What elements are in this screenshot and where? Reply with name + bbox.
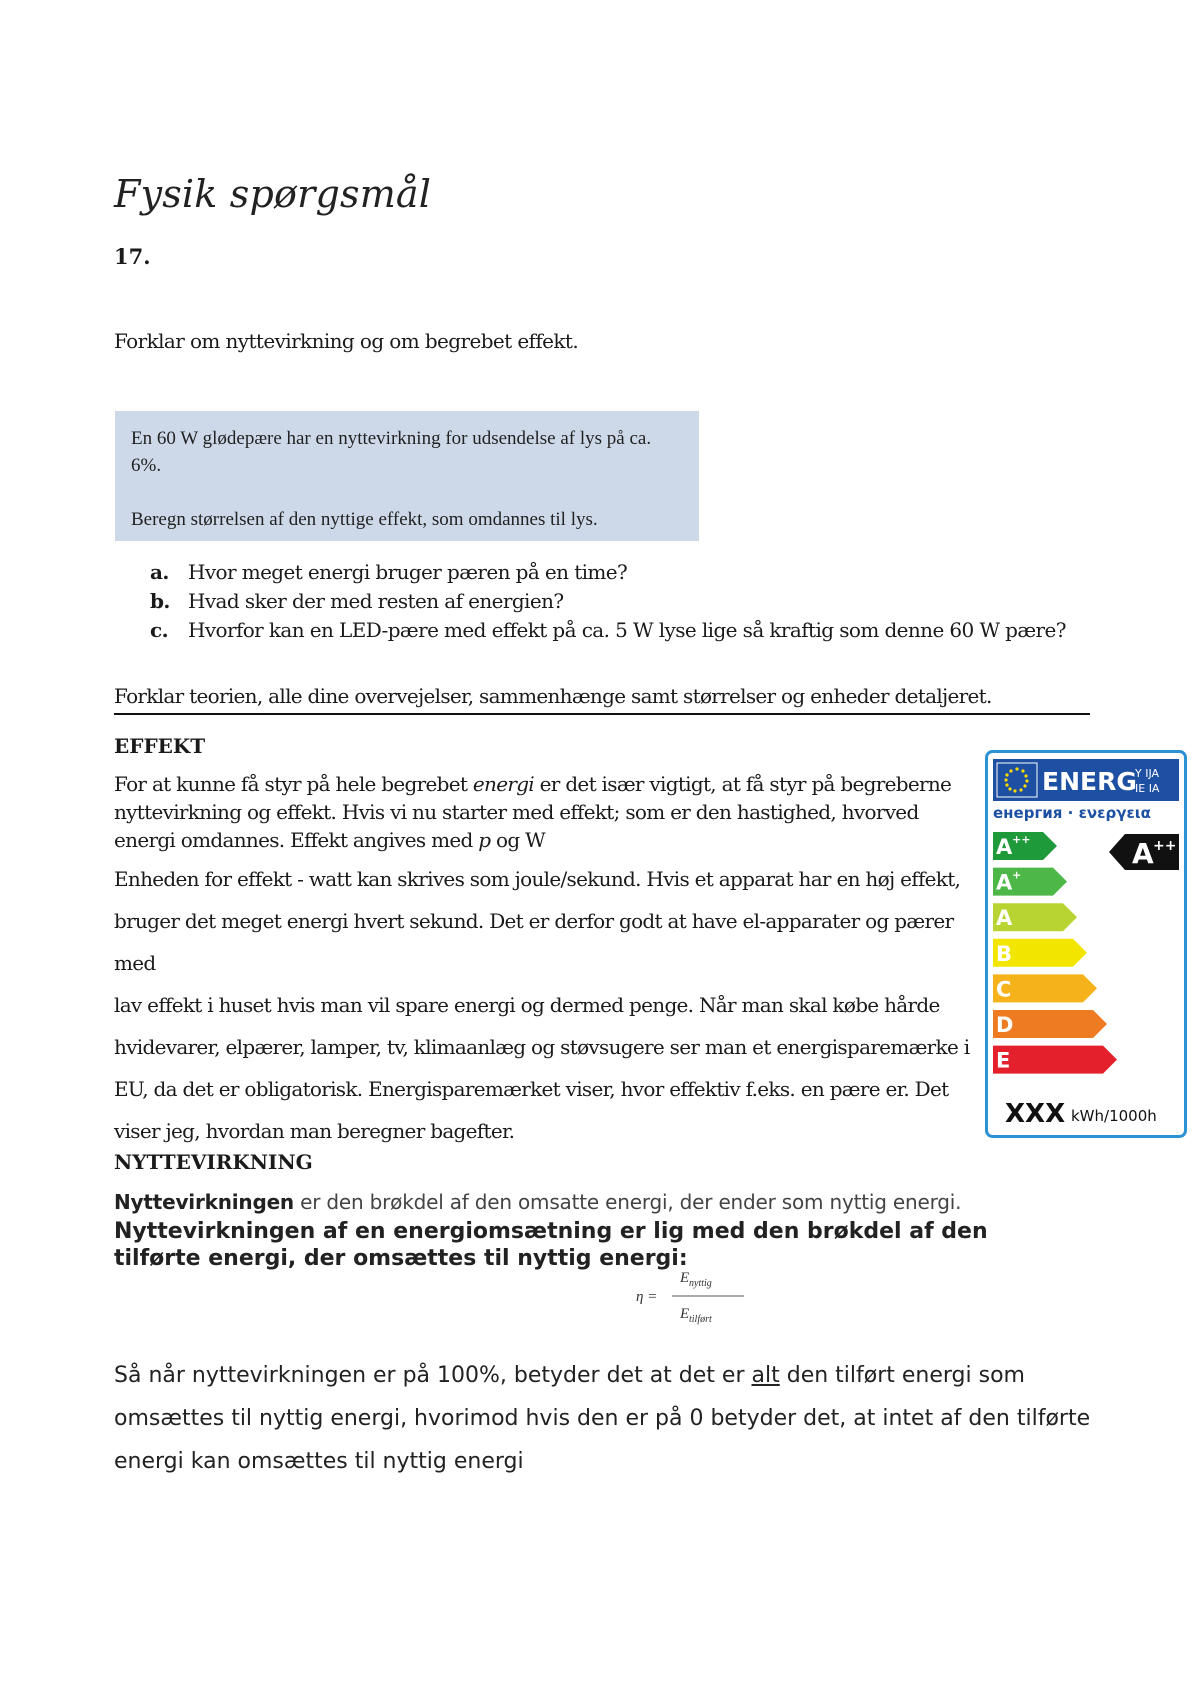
energy-class-label: A bbox=[996, 906, 1013, 931]
consumption-unit: kWh/1000h bbox=[1071, 1107, 1157, 1125]
paragraph-text: For at kunne få styr på hele begrebet bbox=[114, 772, 473, 796]
consumption-value: XXX bbox=[1005, 1099, 1066, 1129]
paragraph-text: og W bbox=[490, 828, 545, 852]
section-heading-nyttevirkning: NYTTEVIRKNING bbox=[114, 1150, 313, 1174]
energy-class-label: A bbox=[996, 870, 1013, 895]
energy-class-label: A bbox=[996, 835, 1013, 859]
rating-sup: ++ bbox=[1153, 838, 1177, 854]
energy-label-image bbox=[985, 750, 1187, 1138]
label-header-suffix: Y IJA bbox=[1135, 767, 1160, 780]
paragraph-text: den tilført energi som omsættes til nyttig energi, hvorimod hvis den er på 0 betyder det, at intet af den tilførte energi kan omsættes til nyttig energi bbox=[114, 1363, 1091, 1474]
energy-class-arrow bbox=[993, 1046, 1117, 1074]
energy-class-label: B bbox=[996, 941, 1013, 966]
task-text: En 60 W glødepære har en nyttevirkning for udsendelse af lys på ca. 6%. bbox=[131, 428, 652, 476]
energy-class-sup: + bbox=[1012, 868, 1022, 882]
energy-class-sup: ++ bbox=[1012, 833, 1031, 846]
question-text: Hvad sker der med resten af energien? bbox=[188, 589, 564, 613]
question-item bbox=[150, 587, 1066, 616]
question-text: Hvorfor kan en LED-pære med effekt på ca. 5 W lyse lige så kraftig som denne 60 W pære? bbox=[188, 618, 1066, 642]
formula-denominator-sub: tilført bbox=[689, 1314, 712, 1325]
definition-term: Nyttevirkningen bbox=[114, 1190, 294, 1214]
task-instruction: Beregn størrelsen af den nyttige effekt, som omdannes til lys. bbox=[131, 509, 598, 530]
label-subheader: енергия · ενεργεια bbox=[993, 804, 1151, 822]
question-item bbox=[150, 616, 1066, 645]
label-header-suffix: IE IA bbox=[1135, 782, 1160, 795]
question-list bbox=[150, 558, 1066, 645]
formula-eta: η = bbox=[636, 1289, 658, 1305]
efficiency-formula bbox=[632, 1254, 752, 1334]
paragraph-text: er det især vigtigt, at få styr på begreberne nyttevirkning og effekt. Hvis vi nu starter med effekt; som er den hastighed, hvorved energi omdannes. Effekt angives med bbox=[114, 772, 952, 852]
energy-class-label: D bbox=[996, 1013, 1014, 1037]
paragraph-text: Enheden for effekt - watt kan skrives som joule/sekund. Hvis et apparat har en høj effekt, bruger det meget energi hvert sekund. Det er derfor godt at have el-apparater og pærer med bbox=[114, 867, 961, 975]
formula-denominator: E bbox=[680, 1306, 690, 1322]
definition-line bbox=[114, 1190, 961, 1214]
question-text: Hvor meget energi bruger pæren på en time? bbox=[188, 560, 628, 584]
divider bbox=[114, 713, 1090, 715]
effekt-paragraph bbox=[114, 770, 974, 854]
effekt-paragraph-continued bbox=[114, 858, 974, 1152]
emphasis-text: energi bbox=[472, 772, 535, 796]
question-letter: a. bbox=[150, 560, 169, 584]
question-letter: c. bbox=[150, 618, 168, 642]
rating-label: A bbox=[1132, 837, 1154, 870]
paragraph-text: Så når nyttevirkningen er på 100%, betyder det at det er bbox=[114, 1363, 752, 1388]
paragraph-text: lav effekt i huset hvis man vil spare energi og dermed penge. Når man skal købe hårde hvidevarer, elpærer, lamper, tv, klimaanlæg og støvsugere ser man et energisparemærke i EU, da det er obligatorisk. Energisparemærket viser, hvor effektiv f.eks. en pære er. Det viser jeg, hvordan man beregner bagefter. bbox=[114, 993, 970, 1143]
task-box bbox=[115, 411, 699, 541]
label-header-text: ENERG bbox=[1042, 767, 1137, 796]
intro-text: Forklar om nyttevirkning og om begrebet effekt. bbox=[114, 329, 579, 353]
energy-class-label: E bbox=[996, 1048, 1011, 1073]
conclusion-paragraph bbox=[114, 1354, 1104, 1483]
question-number: 17. bbox=[114, 244, 151, 269]
section-heading-effekt: EFFEKT bbox=[114, 734, 206, 758]
formula-numerator-sub: nyttig bbox=[689, 1278, 712, 1289]
question-letter: b. bbox=[150, 589, 170, 613]
page-title: Fysik spørgsmål bbox=[114, 172, 432, 216]
symbol-text: p bbox=[478, 828, 491, 852]
energy-class-label: C bbox=[996, 977, 1012, 1002]
formula-numerator: E bbox=[680, 1270, 690, 1286]
instruction-text: Forklar teorien, alle dine overvejelser, sammenhænge samt størrelser og enheder detaljeret. bbox=[114, 684, 992, 708]
question-item bbox=[150, 558, 1066, 587]
underlined-word: alt bbox=[751, 1363, 780, 1388]
bold-definition: Nyttevirkningen af en energiomsætning er lig med den brøkdel af den tilførte energi, der omsættes til nyttig energi: bbox=[114, 1219, 988, 1271]
definition-text: er den brøkdel af den omsatte energi, der ender som nyttig energi. bbox=[293, 1190, 962, 1214]
